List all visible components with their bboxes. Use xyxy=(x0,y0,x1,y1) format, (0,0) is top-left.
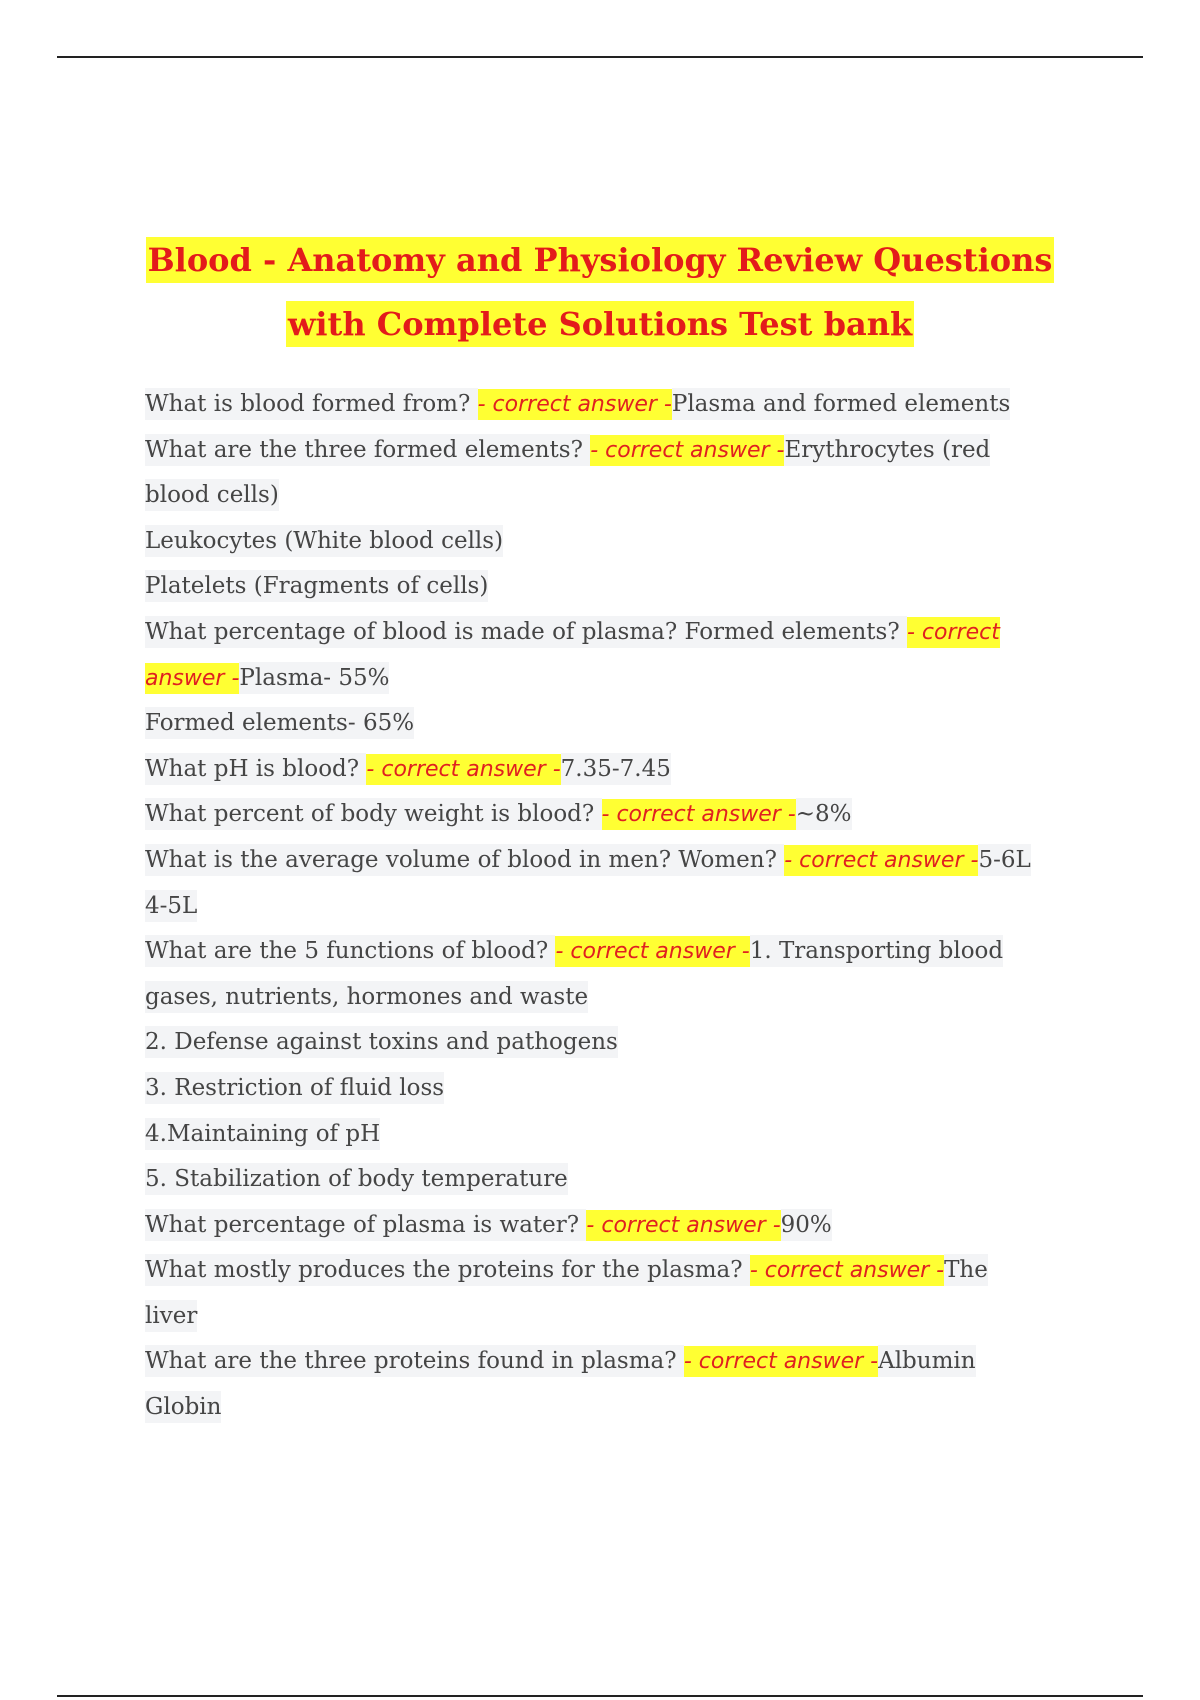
text-line xyxy=(145,656,1105,702)
answer-marker: answer - xyxy=(145,663,239,694)
line-text: 5. Stabilization of body temperature xyxy=(145,1163,568,1195)
line-text: The xyxy=(944,1254,988,1286)
text-line xyxy=(145,610,1105,656)
line-text: Platelets (Fragments of cells) xyxy=(145,570,488,602)
text-line xyxy=(145,1066,1105,1112)
line-text: What is the average volume of blood in men? Women? xyxy=(145,844,784,876)
line-text: What are the three formed elements? xyxy=(145,434,590,466)
text-line xyxy=(145,1248,1105,1294)
line-text: Erythrocytes (red xyxy=(784,434,990,466)
answer-marker: - correct answer - xyxy=(684,1346,878,1377)
title-line-1: Blood - Anatomy and Physiology Review Questions xyxy=(146,237,1055,283)
line-text: What are the three proteins found in plasma? xyxy=(145,1345,684,1377)
line-text: 1. Transporting blood xyxy=(750,935,1003,967)
title-line-2: with Complete Solutions Test bank xyxy=(286,301,914,347)
line-text: Plasma and formed elements xyxy=(672,388,1010,420)
line-text: blood cells) xyxy=(145,479,279,511)
line-text: gases, nutrients, hormones and waste xyxy=(145,981,588,1013)
line-text: What pH is blood? xyxy=(145,753,366,785)
text-line xyxy=(145,929,1105,975)
line-text: 90% xyxy=(781,1209,832,1241)
text-line xyxy=(145,701,1105,747)
line-text: What percentage of plasma is water? xyxy=(145,1209,586,1241)
line-text: Leukocytes (White blood cells) xyxy=(145,525,503,557)
answer-marker: - correct xyxy=(907,617,1000,648)
document-title xyxy=(60,228,1140,356)
text-line xyxy=(145,792,1105,838)
text-line xyxy=(145,473,1105,519)
text-line xyxy=(145,838,1105,884)
text-line xyxy=(145,428,1105,474)
text-line xyxy=(145,884,1105,930)
line-text: liver xyxy=(145,1300,197,1332)
header-rule xyxy=(57,56,1143,58)
answer-marker: - correct answer - xyxy=(750,1255,944,1286)
text-line xyxy=(145,747,1105,793)
answer-marker: - correct answer - xyxy=(590,435,784,466)
line-text: What are the 5 functions of blood? xyxy=(145,935,555,967)
text-line xyxy=(145,1020,1105,1066)
text-line xyxy=(145,519,1105,565)
text-line xyxy=(145,1339,1105,1385)
answer-marker: - correct answer - xyxy=(366,754,560,785)
answer-marker: - correct answer - xyxy=(555,936,749,967)
line-text: What percent of body weight is blood? xyxy=(145,798,602,830)
line-text: 4.Maintaining of pH xyxy=(145,1118,380,1150)
text-line xyxy=(145,1294,1105,1340)
line-text: Formed elements- 65% xyxy=(145,707,414,739)
line-text: Globin xyxy=(145,1391,221,1423)
answer-marker: - correct answer - xyxy=(586,1210,780,1241)
line-text: 7.35-7.45 xyxy=(561,753,671,785)
text-line xyxy=(145,1157,1105,1203)
line-text: What mostly produces the proteins for the plasma? xyxy=(145,1254,750,1286)
line-text: Plasma- 55% xyxy=(239,662,389,694)
answer-marker: - correct answer - xyxy=(478,389,672,420)
line-text: 5-6L xyxy=(978,844,1030,876)
line-text: 2. Defense against toxins and pathogens xyxy=(145,1026,618,1058)
text-line xyxy=(145,1385,1105,1431)
answer-marker: - correct answer - xyxy=(602,799,796,830)
answer-marker: - correct answer - xyxy=(784,845,978,876)
line-text: What is blood formed from? xyxy=(145,388,478,420)
footer-rule xyxy=(57,1695,1143,1697)
line-text: 4-5L xyxy=(145,890,197,922)
text-line xyxy=(145,975,1105,1021)
text-line xyxy=(145,564,1105,610)
text-line xyxy=(145,382,1105,428)
qa-content xyxy=(145,382,1105,1431)
line-text: Albumin xyxy=(878,1345,975,1377)
line-text: What percentage of blood is made of plasma? Formed elements? xyxy=(145,616,907,648)
text-line xyxy=(145,1112,1105,1158)
text-line xyxy=(145,1203,1105,1249)
line-text: 3. Restriction of fluid loss xyxy=(145,1072,444,1104)
line-text: ~8% xyxy=(796,798,852,830)
